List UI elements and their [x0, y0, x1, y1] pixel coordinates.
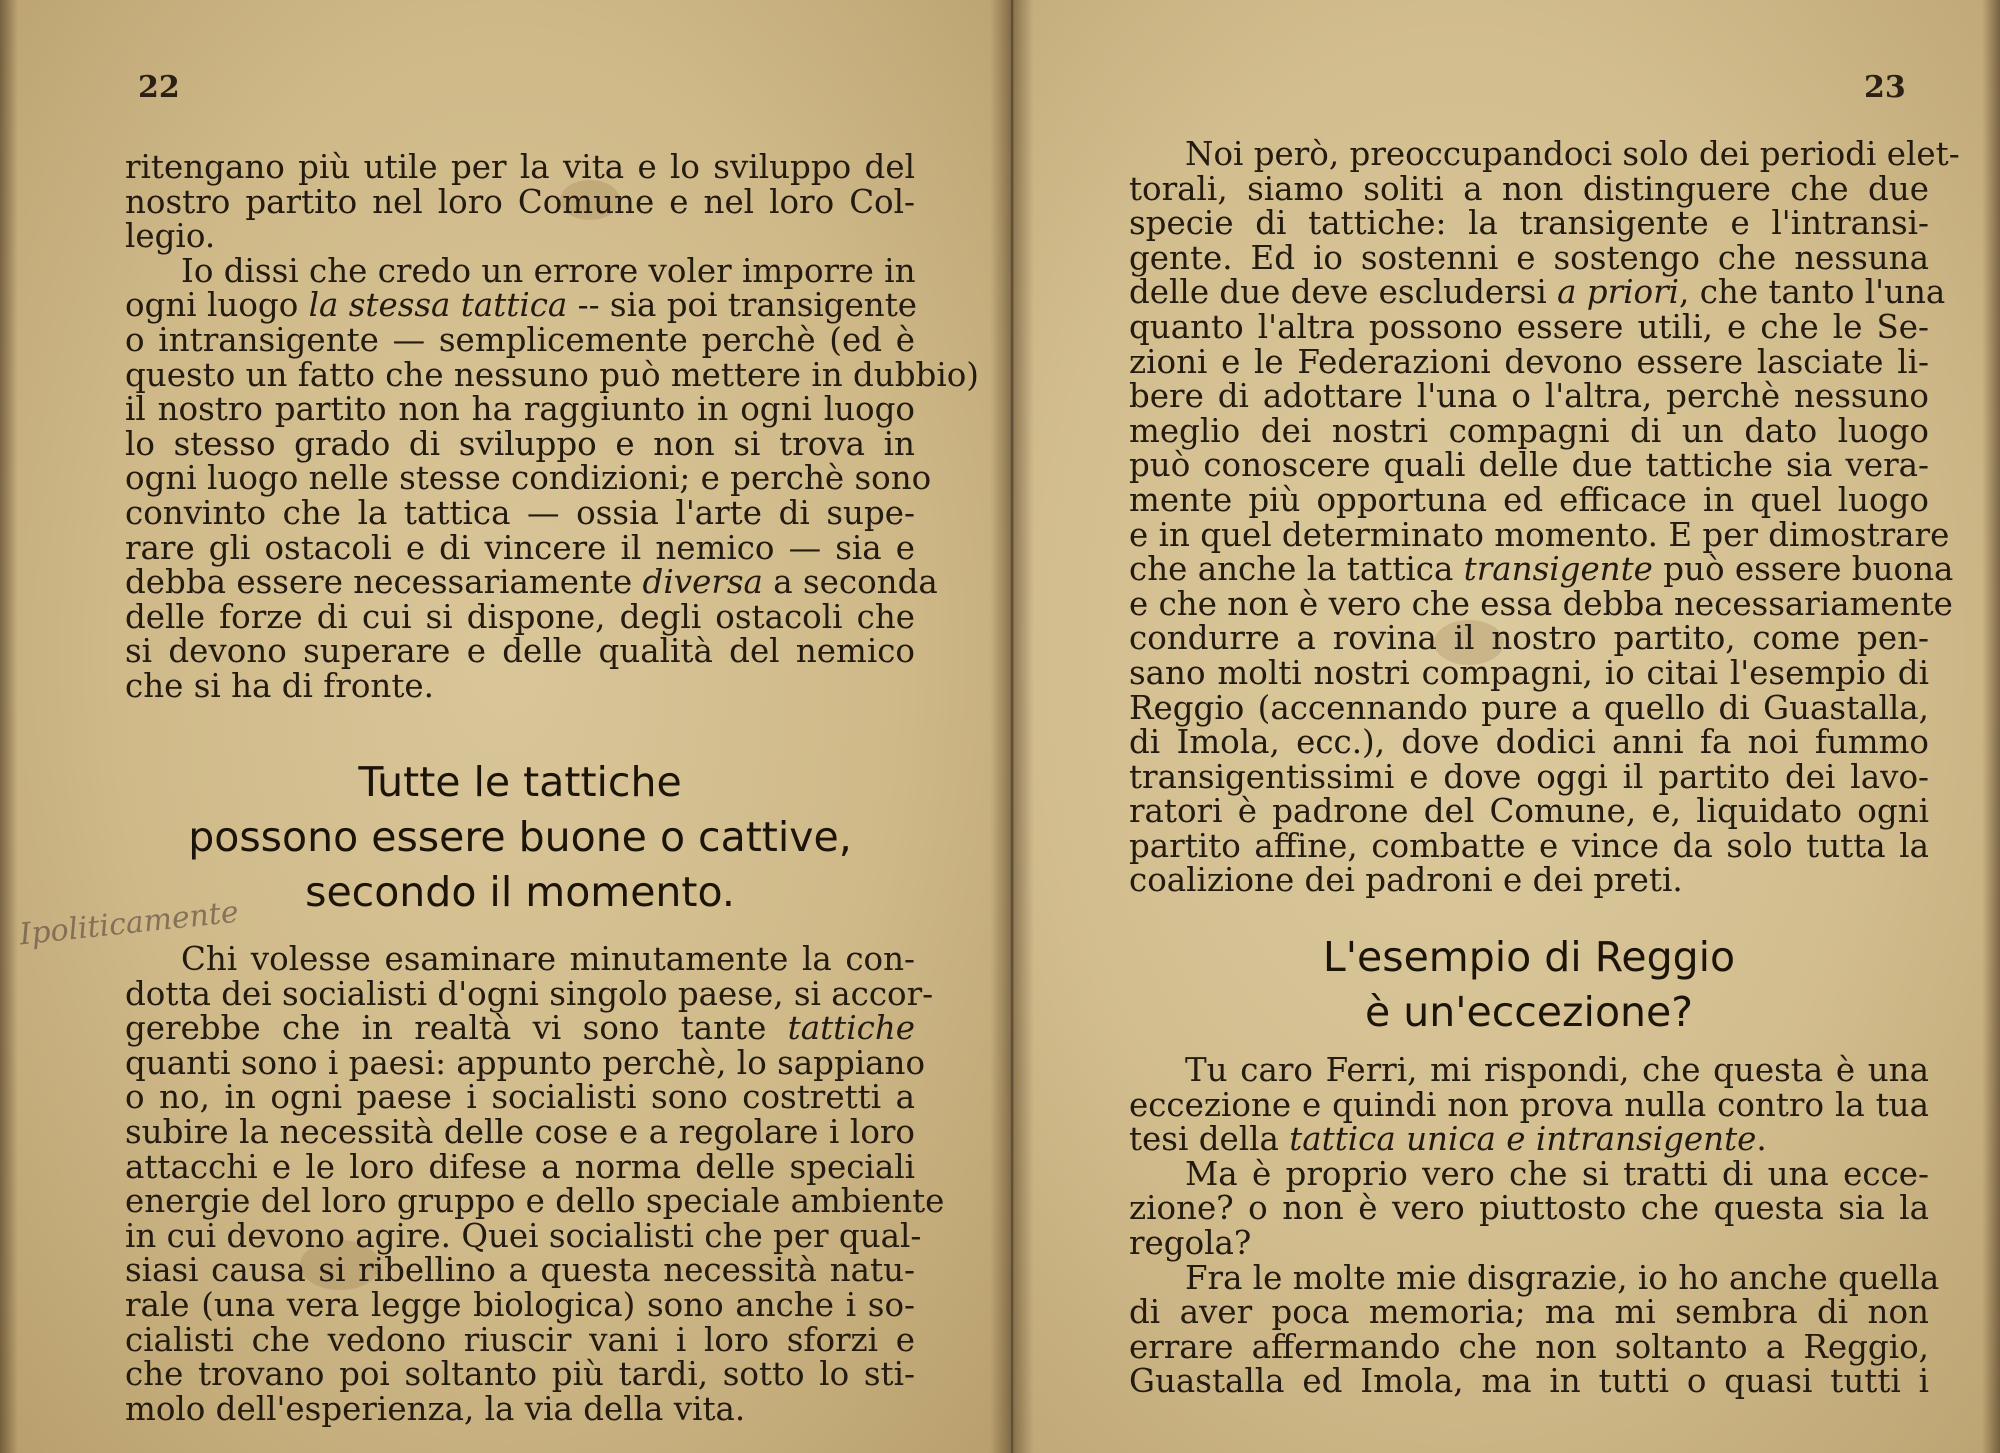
text-line: Fra le molte mie disgrazie, io ho anche quella — [1185, 1258, 1940, 1297]
text-line: nostro partito nel loro Comune e nel loro Col- — [125, 182, 915, 221]
text-line: mente più opportuna ed efficace in quel luogo — [1129, 480, 1929, 519]
text-line: o intransigente — semplicemente perchè (ed è — [125, 320, 915, 359]
text-line: il nostro partito non ha raggiunto in ogni luogo — [125, 390, 915, 429]
text-line: delle due deve escludersi a priori, che tanto l'una — [1129, 273, 1946, 312]
text-line: convinto che la tattica — ossia l'arte di supe- — [125, 493, 915, 532]
text-line: rale (una vera legge biologica) sono anche i so- — [125, 1285, 915, 1324]
heading-line: secondo il momento. — [305, 868, 735, 916]
text-line: quanti sono i paesi: appunto perchè, lo sappiano — [125, 1043, 926, 1082]
text-line: Ma è proprio vero che si tratti di una ecce- — [1185, 1154, 1929, 1193]
text-line: legio. — [125, 217, 216, 256]
text-line: zione? o non è vero piuttosto che questa sia la — [1129, 1189, 1929, 1228]
text-line: zioni e le Federazioni devono essere lasciate li- — [1129, 342, 1929, 381]
italic-emphasis: la stessa tattica — [308, 286, 568, 325]
text-line: rare gli ostacoli e di vincere il nemico — sia e — [125, 528, 915, 567]
text-line: coalizione dei padroni e dei preti. — [1129, 861, 1683, 900]
page-edge-shadow — [0, 0, 18, 1453]
paragraph-block — [125, 940, 945, 1428]
text-line: subire la necessità delle cose e a regolare i loro — [125, 1112, 915, 1151]
text-line: Io dissi che credo un errore voler imporre in — [181, 251, 916, 290]
text-line: gerebbe che in realtà vi sono tante tattiche — [125, 1009, 915, 1048]
text-line: che si ha di fronte. — [125, 666, 434, 705]
italic-emphasis: diversa — [642, 563, 763, 602]
heading-line: possono essere buone o cattive, — [188, 813, 852, 861]
text-line: meglio dei nostri compagni di un dato luogo — [1129, 411, 1929, 450]
text-line: può conoscere quali delle due tattiche sia vera- — [1129, 446, 1929, 485]
text-line: attacchi e le loro difese a norma delle speciali — [125, 1147, 915, 1186]
text-line: che anche la tattica transigente può essere buona — [1129, 550, 1954, 589]
text-line: eccezione e quindi non prova nulla contro la tua — [1129, 1085, 1929, 1124]
text-line: partito affine, combatte e vince da solo tutta la — [1129, 826, 1929, 865]
heading-line: L'esempio di Reggio — [1322, 933, 1736, 981]
text-line: molo dell'esperienza, la via della vita. — [125, 1389, 746, 1428]
text-line: specie di tattiche: la transigente e l'intransi- — [1129, 204, 1929, 243]
page-number: 22 — [138, 70, 180, 105]
text-line: delle forze di cui si dispone, degli ostacoli che — [125, 597, 915, 636]
text-line: dotta dei socialisti d'ogni singolo paese, si accor- — [125, 974, 934, 1013]
text-line: transigentissimi e dove oggi il partito dei lavo- — [1129, 757, 1929, 796]
text-line: siasi causa si ribellino a questa necessità natu- — [125, 1251, 915, 1290]
paragraph-block — [1129, 135, 1960, 900]
text-line: energie del loro gruppo e dello speciale ambiente — [125, 1182, 945, 1221]
paragraph-block — [125, 148, 979, 705]
text-line: che trovano poi soltanto più tardi, sotto lo sti- — [125, 1355, 915, 1394]
text-line: Chi volesse esaminare minutamente la con- — [181, 940, 915, 978]
page-edge-shadow — [1982, 0, 2000, 1453]
text-line: bere di adottare l'una o l'altra, perchè nessuno — [1129, 377, 1929, 416]
text-line: ogni luogo nelle stesse condizioni; e perchè sono — [125, 459, 932, 498]
italic-emphasis: a priori — [1557, 273, 1680, 312]
text-line: tesi della tattica unica e intransigente. — [1129, 1120, 1767, 1159]
text-line: torali, siamo soliti a non distinguere che due — [1129, 169, 1929, 208]
handwritten-margin-note: Ipoliticamente — [17, 894, 241, 953]
text-line: ritengano più utile per la vita e lo sviluppo del — [125, 148, 915, 186]
text-line: condurre a rovina il nostro partito, come pen- — [1129, 619, 1929, 658]
text-line: Reggio (accennando pure a quello di Guastalla, — [1129, 688, 1929, 727]
section-heading — [1129, 930, 1929, 1040]
text-line: gente. Ed io sostenni e sostengo che nessuna — [1129, 238, 1929, 277]
heading-line: Tutte le tattiche — [358, 758, 682, 806]
text-line: ogni luogo la stessa tattica -- sia poi transigente — [125, 286, 918, 325]
text-line: Guastalla ed Imola, ma in tutti o quasi tutti i — [1129, 1362, 1929, 1401]
text-line: sano molti nostri compagni, io citai l'esempio di — [1129, 653, 1929, 692]
text-line: Noi però, preoccupandoci solo dei periodi elet- — [1185, 135, 1960, 173]
text-line: cialisti che vedono riuscir vani i loro sforzi e — [125, 1320, 915, 1359]
text-line: Tu caro Ferri, mi rispondi, che questa è una — [1185, 1051, 1929, 1089]
italic-emphasis: transigente — [1463, 550, 1653, 589]
paragraph-block — [1129, 1051, 1940, 1401]
text-line: di aver poca memoria; ma mi sembra di non — [1129, 1293, 1929, 1332]
text-line: e che non è vero che essa debba necessariamente — [1129, 584, 1953, 623]
text-line: lo stesso grado di sviluppo e non si trova in — [125, 424, 915, 463]
text-line: debba essere necessariamente diversa a seconda — [125, 563, 938, 602]
text-line: errare affermando che non soltanto a Reggio, — [1129, 1327, 1929, 1366]
right-page — [1014, 0, 2000, 1453]
text-line: quanto l'altra possono essere utili, e che le Se- — [1129, 307, 1929, 346]
text-line: in cui devono agire. Quei socialisti che per qual- — [125, 1216, 922, 1255]
italic-emphasis: tattica unica e intransigente — [1289, 1120, 1757, 1159]
page-number: 23 — [1864, 70, 1906, 105]
text-line: di Imola, ecc.), dove dodici anni fa noi fummo — [1129, 723, 1929, 762]
text-line: ratori è padrone del Comune, e, liquidato ogni — [1129, 792, 1929, 831]
text-line: e in quel determinato momento. E per dimostrare — [1129, 515, 1950, 554]
book-gutter — [990, 0, 1034, 1453]
heading-line: è un'eccezione? — [1365, 988, 1693, 1036]
text-line: si devono superare e delle qualità del nemico — [125, 632, 915, 671]
text-line: questo un fatto che nessuno può mettere in dubbio) — [125, 355, 979, 394]
text-line: o no, in ogni paese i socialisti sono costretti a — [125, 1078, 915, 1117]
text-line: regola? — [1129, 1223, 1252, 1262]
italic-emphasis: tattiche — [787, 1009, 915, 1048]
